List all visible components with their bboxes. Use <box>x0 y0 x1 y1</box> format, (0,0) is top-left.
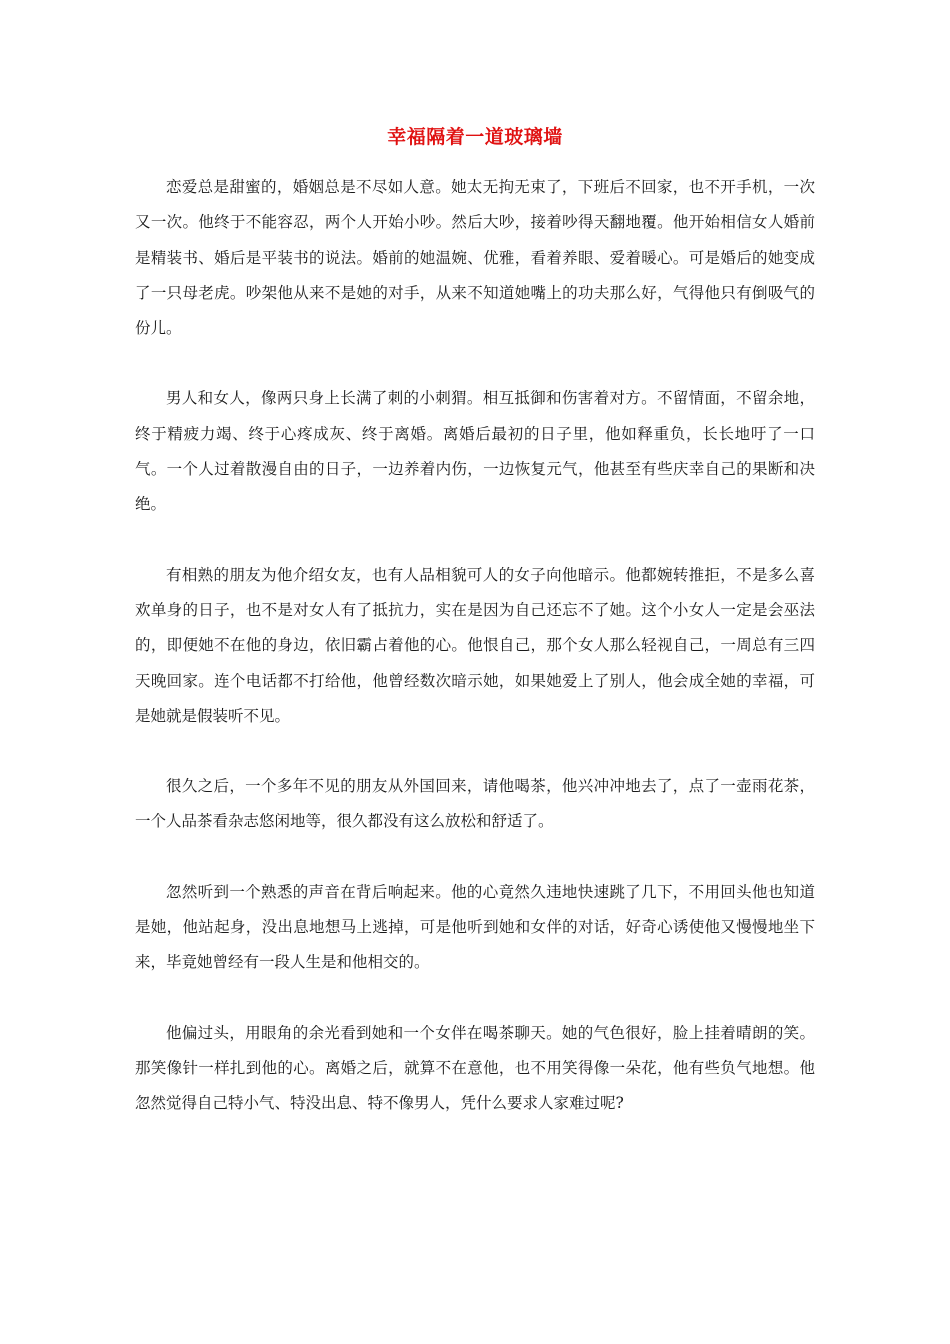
paragraph-6: 他偏过头，用眼角的余光看到她和一个女伴在喝茶聊天。她的气色很好，脸上挂着晴朗的笑。那笑像针一样扎到他的心。离婚之后，就算不在意他，也不用笑得像一朵花，他有些负气地想。他忽然觉得自己特小气、特没出息、特不像男人，凭什么要求人家难过呢? <box>135 1023 815 1113</box>
document-title: 幸福隔着一道玻璃墙 <box>387 126 563 148</box>
paragraph-1: 恋爱总是甜蜜的，婚姻总是不尽如人意。她太无拘无束了，下班后不回家，也不开手机，一次又一次。他终于不能容忍，两个人开始小吵。然后大吵，接着吵得天翻地覆。他开始相信女人婚前是精装书、婚后是平装书的说法。婚前的她温婉、优雅，看着养眼、爱着暖心。可是婚后的她变成了一只母老虎。吵架他从来不是她的对手，从来不知道她嘴上的功夫那么好，气得他只有倒吸气的份儿。 <box>135 178 815 338</box>
paragraph-2: 男人和女人，像两只身上长满了刺的小刺猬。相互抵御和伤害着对方。不留情面，不留余地，终于精疲力竭、终于心疼成灰、终于离婚。离婚后最初的日子里，他如释重负，长长地吁了一口气。一个人过着散漫自由的日子，一边养着内伤，一边恢复元气，他甚至有些庆幸自己的果断和决绝。 <box>135 389 815 514</box>
paragraph-5: 忽然听到一个熟悉的声音在背后响起来。他的心竟然久违地快速跳了几下，不用回头他也知道是她，他站起身，没出息地想马上逃掉，可是他听到她和女伴的对话，好奇心诱使他又慢慢地坐下来，毕竟她曾经有一段人生是和他相交的。 <box>135 882 815 972</box>
paragraph-3: 有相熟的朋友为他介绍女友，也有人品相貌可人的女子向他暗示。他都婉转推拒，不是多么喜欢单身的日子，也不是对女人有了抵抗力，实在是因为自己还忘不了她。这个小女人一定是会巫法的，即便她不在他的身边，依旧霸占着他的心。他恨自己，那个女人那么轻视自己，一周总有三四天晚回家。连个电话都不打给他，他曾经数次暗示她，如果她爱上了别人，他会成全她的幸福，可是她就是假装听不见。 <box>135 565 815 725</box>
paragraph-4: 很久之后，一个多年不见的朋友从外国回来，请他喝茶，他兴冲冲地去了，点了一壶雨花茶，一个人品茶看杂志悠闲地等，很久都没有这么放松和舒适了。 <box>135 777 815 831</box>
document-body <box>135 170 815 1157</box>
